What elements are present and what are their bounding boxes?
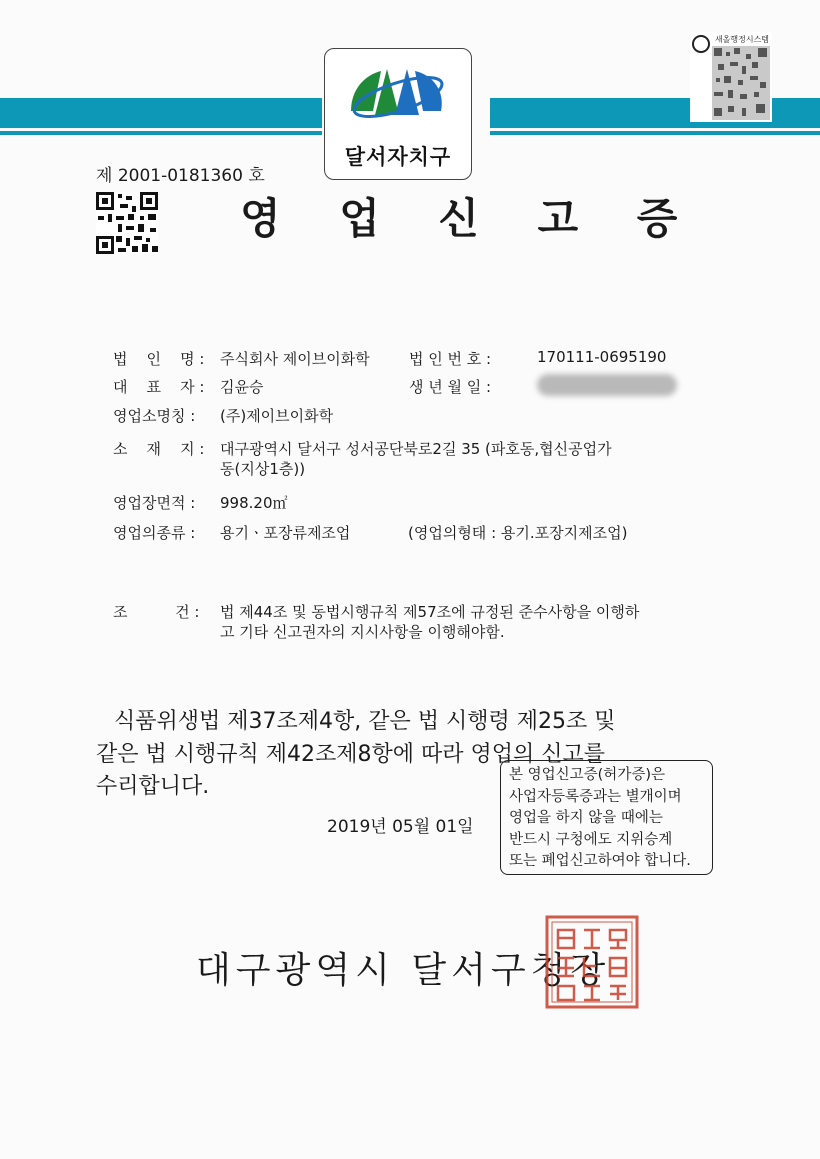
business-name-value: (주)제이브이화학 xyxy=(220,407,334,425)
body-line-1: 식품위생법 제37조제4항, 같은 법 시행령 제25조 및 xyxy=(114,709,616,734)
district-emblem-icon xyxy=(325,49,471,139)
condition-line2: 고 기타 신고권자의 지시사항을 이행해야함. xyxy=(220,623,505,641)
corp-reg-no-value: 170111-0695190 xyxy=(537,348,667,366)
qr-caption: 새올행정시스템 xyxy=(714,35,770,44)
district-logo xyxy=(324,48,472,180)
certificate-number: 제 2001-0181360 호 xyxy=(96,166,265,186)
form-value: (영업의형태 : 용기.포장지제조업) xyxy=(408,524,628,542)
representative-value: 김윤승 xyxy=(220,378,264,396)
issuer-name: 대구광역시 달서구청장 xyxy=(196,950,611,991)
birth-redacted xyxy=(537,374,677,396)
corp-reg-no-label: 법 인 번 호 : xyxy=(409,350,492,368)
verification-qr xyxy=(690,32,772,122)
business-name-label: 영업소명칭 : xyxy=(113,407,196,425)
condition-line1: 법 제44조 및 동법시행규칙 제57조에 규정된 준수사항을 이행하 xyxy=(220,603,640,621)
corp-name-value: 주식회사 제이브이화학 xyxy=(220,350,370,368)
header-band-left xyxy=(0,98,322,128)
condition-label: 조 건 : xyxy=(113,603,200,621)
type-label: 영업의종류 : xyxy=(113,524,196,542)
area-value: 998.20㎡ xyxy=(220,494,288,512)
body-line-3: 수리합니다. xyxy=(96,774,210,799)
representative-label: 대 표 자 : xyxy=(113,378,205,396)
notice-box xyxy=(500,760,713,875)
area-label: 영업장면적 : xyxy=(113,494,196,512)
notice-line: 영업을 하지 않을 때에는 xyxy=(509,810,663,826)
birth-label: 생 년 월 일 : xyxy=(409,378,492,396)
notice-line: 또는 폐업신고하여야 합니다. xyxy=(509,853,691,869)
issue-date: 2019년 05월 01일 xyxy=(327,817,474,837)
notice-line: 사업자등록증과는 별개이며 xyxy=(509,788,682,805)
address-line1: 대구광역시 달서구 성서공단북로2길 35 (파호동,협신공업가 xyxy=(220,440,612,458)
address-label: 소 재 지 : xyxy=(113,440,205,458)
notice-line: 반드시 구청에도 지위승계 xyxy=(509,831,673,848)
document-qr-code xyxy=(96,192,158,254)
logo-text: 달서자치구 xyxy=(344,145,452,169)
address-line2: 동(지상1층)) xyxy=(220,460,306,478)
type-value: 용기ㆍ포장류제조업 xyxy=(220,524,351,542)
corp-name-label: 법 인 명 : xyxy=(113,350,205,368)
document-title: 영 업 신 고 증 xyxy=(240,194,700,243)
notice-line: 본 영업신고증(허가증)은 xyxy=(509,767,665,783)
body-line-2: 같은 법 시행규칙 제42조제8항에 따라 영업의 신고를 xyxy=(96,742,605,767)
official-seal-stamp xyxy=(544,914,640,1010)
